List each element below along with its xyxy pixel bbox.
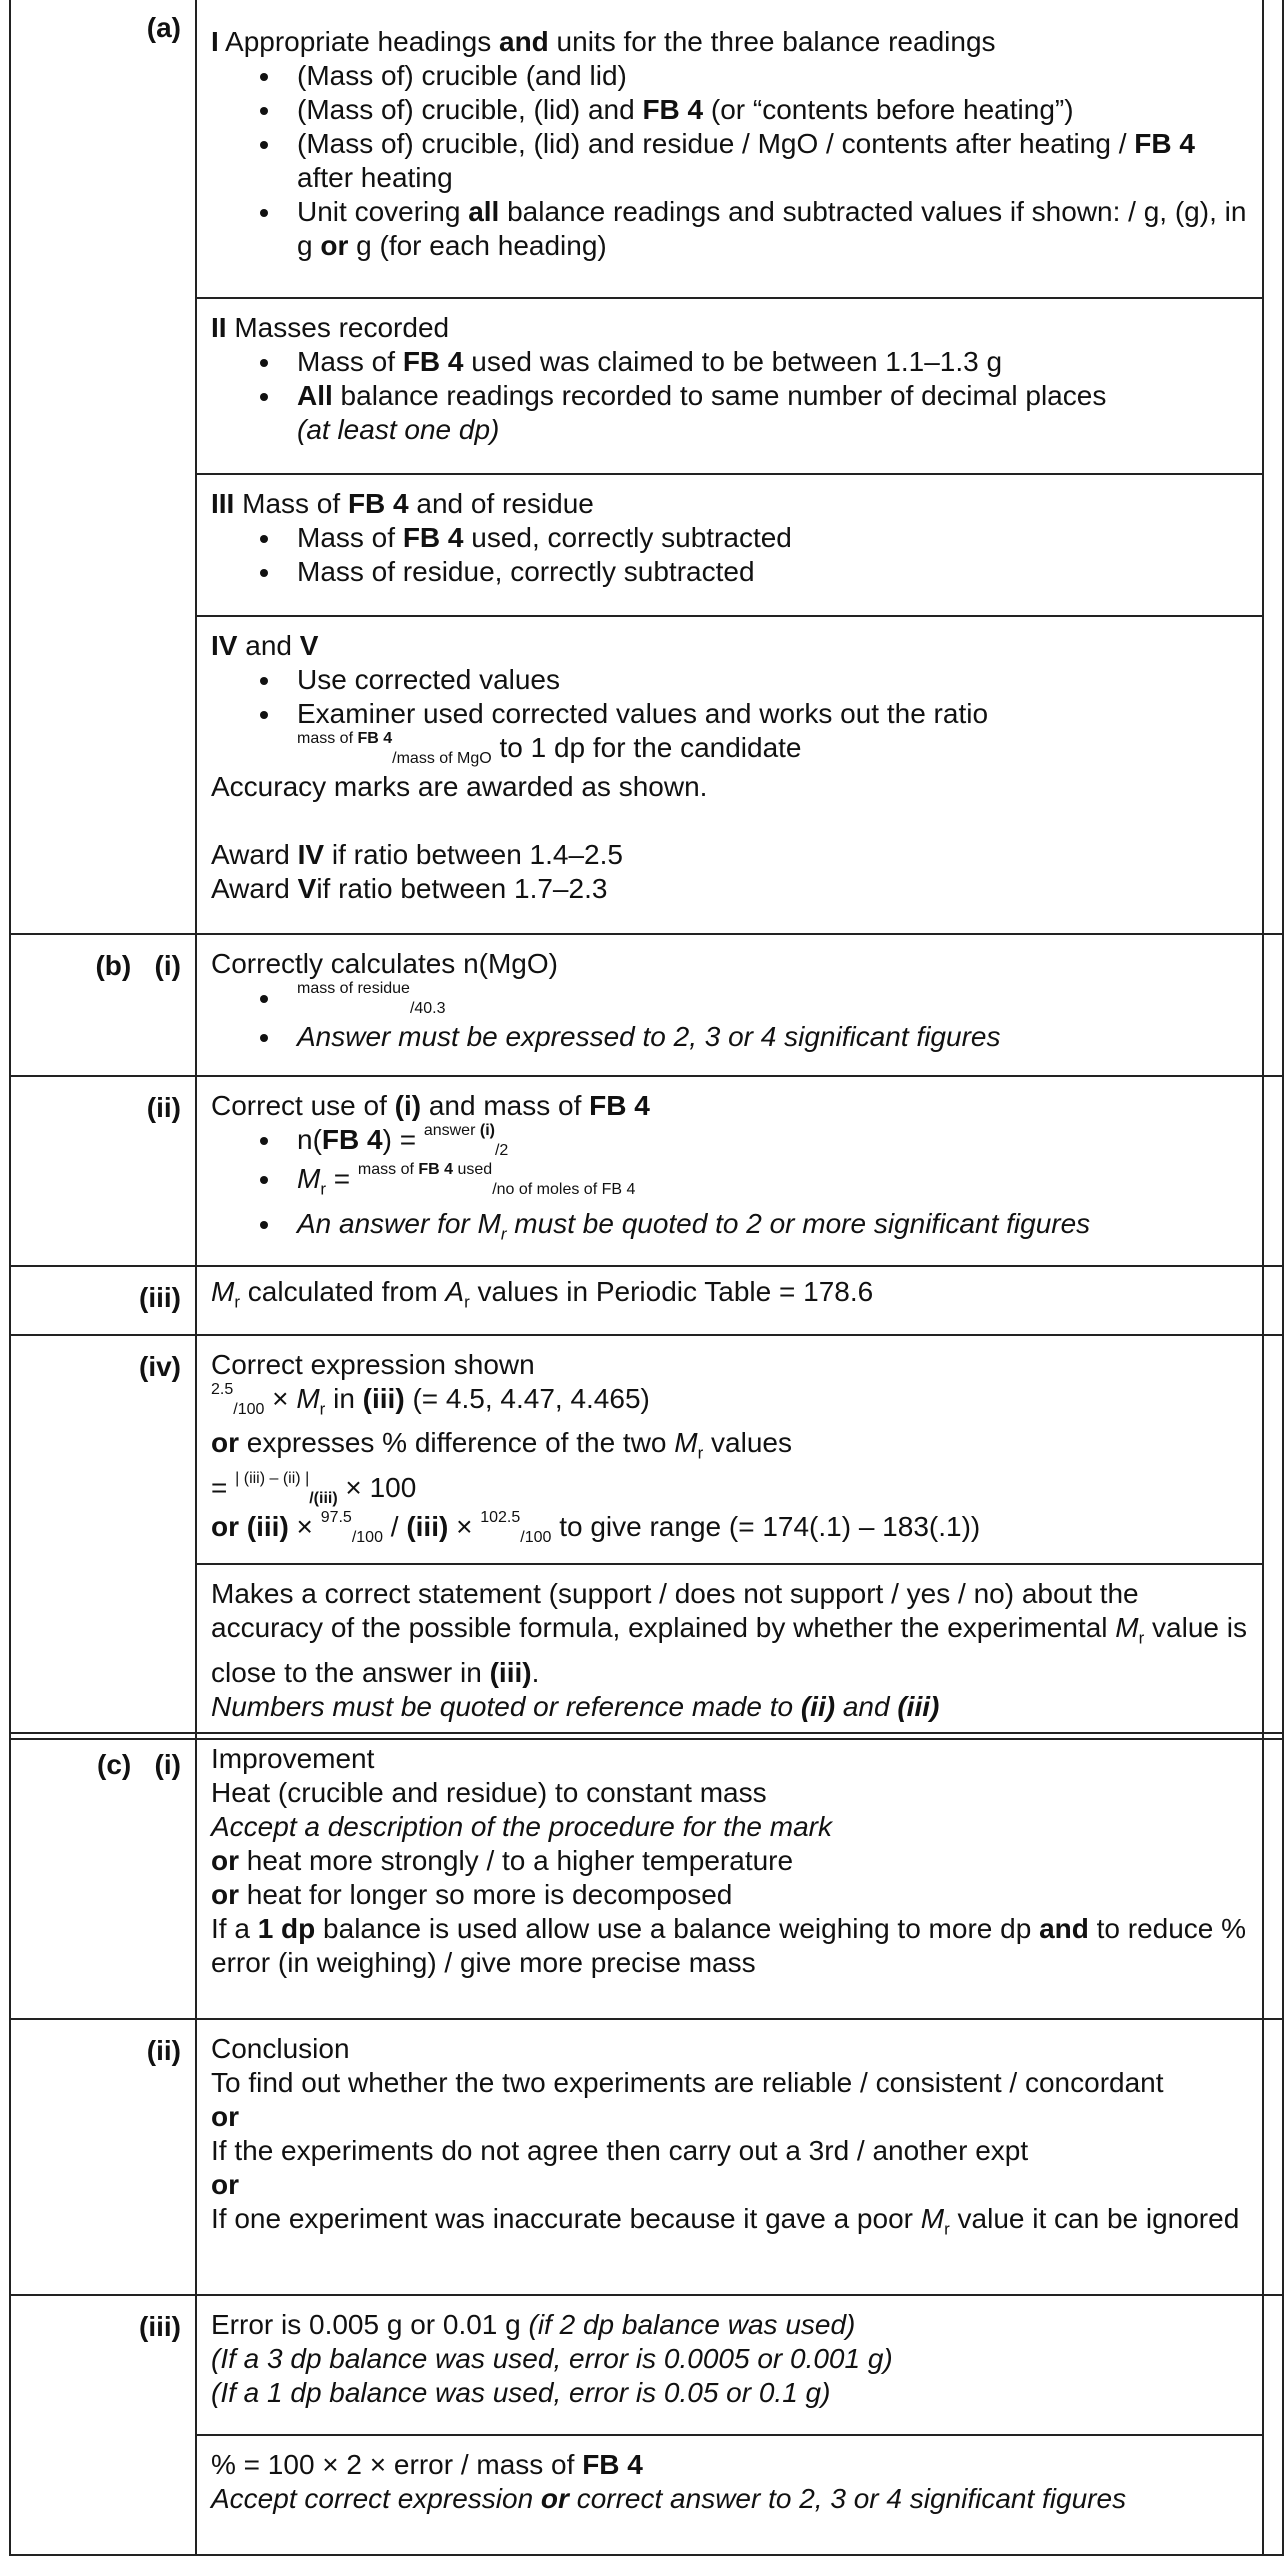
heading-II: II Masses recorded <box>211 312 450 343</box>
c-iii-line: (If a 3 dp balance was used, error is 0.0005 or 0.001 g) <box>211 2343 893 2374</box>
bullet-list-I <box>211 59 1252 263</box>
answer-cell-a-IV-V <box>196 616 1263 934</box>
list-item: • (Mass of) crucible (and lid) <box>283 59 1252 93</box>
mark-column-b-iii <box>1263 1266 1283 1335</box>
c-i-line: or heat more strongly / to a higher temperature <box>211 1845 794 1876</box>
answer-cell-c-iii-error <box>196 2295 1263 2435</box>
question-cell-b-iv <box>10 1335 196 1739</box>
list-item: • An answer for $M_r$ must be quoted to 2 or more significant figures <box>283 1207 1252 1252</box>
bullet-list-II <box>211 345 1252 447</box>
question-label-b-i: (b) (i) <box>95 950 181 981</box>
c-iii-percent: % = 100 × 2 × error / mass of FB 4 <box>211 2449 643 2480</box>
award-v: Award Vif ratio between 1.7–2.3 <box>211 873 608 904</box>
question-label-a: (a) <box>146 12 181 43</box>
question-label-c-iii: (iii) <box>139 2311 181 2342</box>
heading-III: III Mass of FB 4 and of residue <box>211 488 594 519</box>
answer-cell-c-ii <box>196 2019 1263 2295</box>
mark-column-c-iii <box>1263 2295 1283 2555</box>
list-item: • Mass of residue, correctly subtracted <box>283 555 1252 589</box>
list-item: • Mass of FB 4 used was claimed to be between 1.1–1.3 g <box>283 345 1252 379</box>
bullet-list-b-i <box>211 981 1252 1054</box>
answer-cell-b-iii: $M_r$ calculated from $A_r$ values in Periodic Table = 178.6 <box>196 1266 1263 1335</box>
answer-cell-c-iii-percent <box>196 2435 1263 2555</box>
question-label-b-iii: (iii) <box>139 1282 181 1314</box>
bullet-list-III <box>211 521 1252 589</box>
list-item: • $^{mass of residue}_{/40.3}$ <box>283 981 1252 1020</box>
bullet-list-IV-V <box>211 663 1252 770</box>
bullet-list-b-ii <box>211 1123 1252 1251</box>
b-iv-statement: Makes a correct statement (support / does not support / yes / no) about the accuracy of the possible formula, explained by whether the experimental $M_r$ value is close to the answer in (iii). <box>211 1577 1247 1688</box>
list-item: • $M_r = ^{mass of FB 4 used}_{/no of moles of FB 4}$ <box>283 1162 1252 1207</box>
answer-cell-b-ii <box>196 1076 1263 1266</box>
mark-column-b-iv <box>1263 1335 1283 1739</box>
c-i-line: Improvement <box>211 1743 375 1774</box>
b-iv-statement-note: Numbers must be quoted or reference made to (ii) and (iii) <box>211 1690 940 1722</box>
c-ii-line: or <box>211 2101 239 2132</box>
answer-cell-b-iv-expr <box>196 1335 1263 1564</box>
list-item: • n(FB 4) = $^{answer (i)}_{/2}$ <box>283 1123 1252 1162</box>
c-i-line: Heat (crucible and residue) to constant mass <box>211 1777 767 1808</box>
list-item: • Examiner used corrected values and works out the ratio $^{mass of FB 4}_{/mass of MgO}$ to 1 dp for the candidate <box>283 697 1252 770</box>
c-i-line: Accept a description of the procedure for the mark <box>211 1811 832 1842</box>
mark-column-c-i <box>1263 1733 1283 2019</box>
list-item: • (Mass of) crucible, (lid) and residue / MgO / contents after heating / FB 4 after heating <box>283 127 1252 195</box>
accuracy-note: Accuracy marks are awarded as shown. <box>211 771 708 802</box>
question-cell-c-ii <box>10 2019 196 2295</box>
b-ii-line: Correct use of (i) and mass of FB 4 <box>211 1090 650 1121</box>
b-i-line: Correctly calculates n(MgO) <box>211 948 558 979</box>
b-iv-line-1: Correct expression shown <box>211 1348 535 1380</box>
question-cell-c-iii <box>10 2295 196 2555</box>
mark-column-a <box>1263 0 1283 934</box>
c-ii-line: To find out whether the two experiments are reliable / consistent / concordant <box>211 2067 1164 2098</box>
list-item: • Answer must be expressed to 2, 3 or 4 significant figures <box>283 1020 1252 1054</box>
answer-cell-a-II <box>196 298 1263 474</box>
answer-cell-a-III <box>196 474 1263 616</box>
list-item: • Unit covering all balance readings and subtracted values if shown: / g, (g), in g or g (for each heading) <box>283 195 1252 263</box>
b-iv-line-5: or (iii) × $^{97.5}_{/100}$ / (iii) × $^{102.5}_{/100}$ to give range (= 174(.1) – 183(.1)) <box>211 1508 981 1546</box>
c-iii-line: Error is 0.005 g or 0.01 g (if 2 dp balance was used) <box>211 2309 856 2340</box>
question-cell-b-i <box>10 934 196 1076</box>
c-ii-line: or <box>211 2169 239 2200</box>
c-iii-percent-note: Accept correct expression or correct answer to 2, 3 or 4 significant figures <box>211 2483 1127 2514</box>
ratio-expression: $^{mass of FB 4}_{/mass of MgO}$ to 1 dp for the candidate <box>297 730 802 767</box>
list-item: • All balance readings recorded to same number of decimal places (at least one dp) <box>283 379 1252 447</box>
c-ii-line: Conclusion <box>211 2033 350 2064</box>
list-item: • Mass of FB 4 used, correctly subtracted <box>283 521 1252 555</box>
answer-cell-c-i <box>196 1733 1263 2019</box>
heading-I: I Appropriate headings and units for the three balance readings <box>211 26 996 57</box>
c-ii-line: If the experiments do not agree then carry out a 3rd / another expt <box>211 2135 1029 2166</box>
mark-column-b-i <box>1263 934 1283 1076</box>
list-item: • (Mass of) crucible, (lid) and FB 4 (or “contents before heating”) <box>283 93 1252 127</box>
answer-cell-a-I <box>196 0 1263 298</box>
mark-column-c-ii <box>1263 2019 1283 2295</box>
question-label-c-ii: (ii) <box>146 2035 181 2066</box>
mark-column-b-ii <box>1263 1076 1283 1266</box>
c-iii-line: (If a 1 dp balance was used, error is 0.05 or 0.1 g) <box>211 2377 831 2408</box>
question-cell-b-iii <box>10 1266 196 1335</box>
question-label-b-ii: (ii) <box>146 1092 181 1123</box>
award-iv: Award IV if ratio between 1.4–2.5 <box>211 839 623 870</box>
b-iv-line-4: = $^{| (iii) - (ii) |}_{/(iii)}$ × 100 <box>211 1469 417 1507</box>
mark-scheme-table-c <box>9 1732 1284 2556</box>
c-i-line: If a 1 dp balance is used allow use a balance weighing to more dp and to reduce % error (in weighing) / give more precise mass <box>211 1913 1247 1978</box>
c-ii-line: If one experiment was inaccurate because it gave a poor $M_r$ value it can be ignored <box>211 2203 1240 2239</box>
answer-cell-b-i <box>196 934 1263 1076</box>
answer-cell-b-iv-statement <box>196 1564 1263 1739</box>
question-cell-c-i <box>10 1733 196 2019</box>
question-label-b-iv: (iv) <box>139 1350 181 1382</box>
question-label-c-i: (c) (i) <box>97 1749 181 1780</box>
b-iv-line-2: $^{2.5}_{/100} \times M_r$ in (iii) (= 4.5, 4.47, 4.465) <box>211 1380 650 1419</box>
question-cell-a <box>10 0 196 934</box>
heading-IV-V: IV and V <box>211 630 319 661</box>
b-iv-line-3: or expresses % difference of the two $M_r$ values <box>211 1427 792 1463</box>
list-item: • Use corrected values <box>283 663 1252 697</box>
mark-scheme-table-ab <box>9 0 1284 1740</box>
c-i-line: or heat for longer so more is decomposed <box>211 1879 733 1910</box>
question-cell-b-ii <box>10 1076 196 1266</box>
